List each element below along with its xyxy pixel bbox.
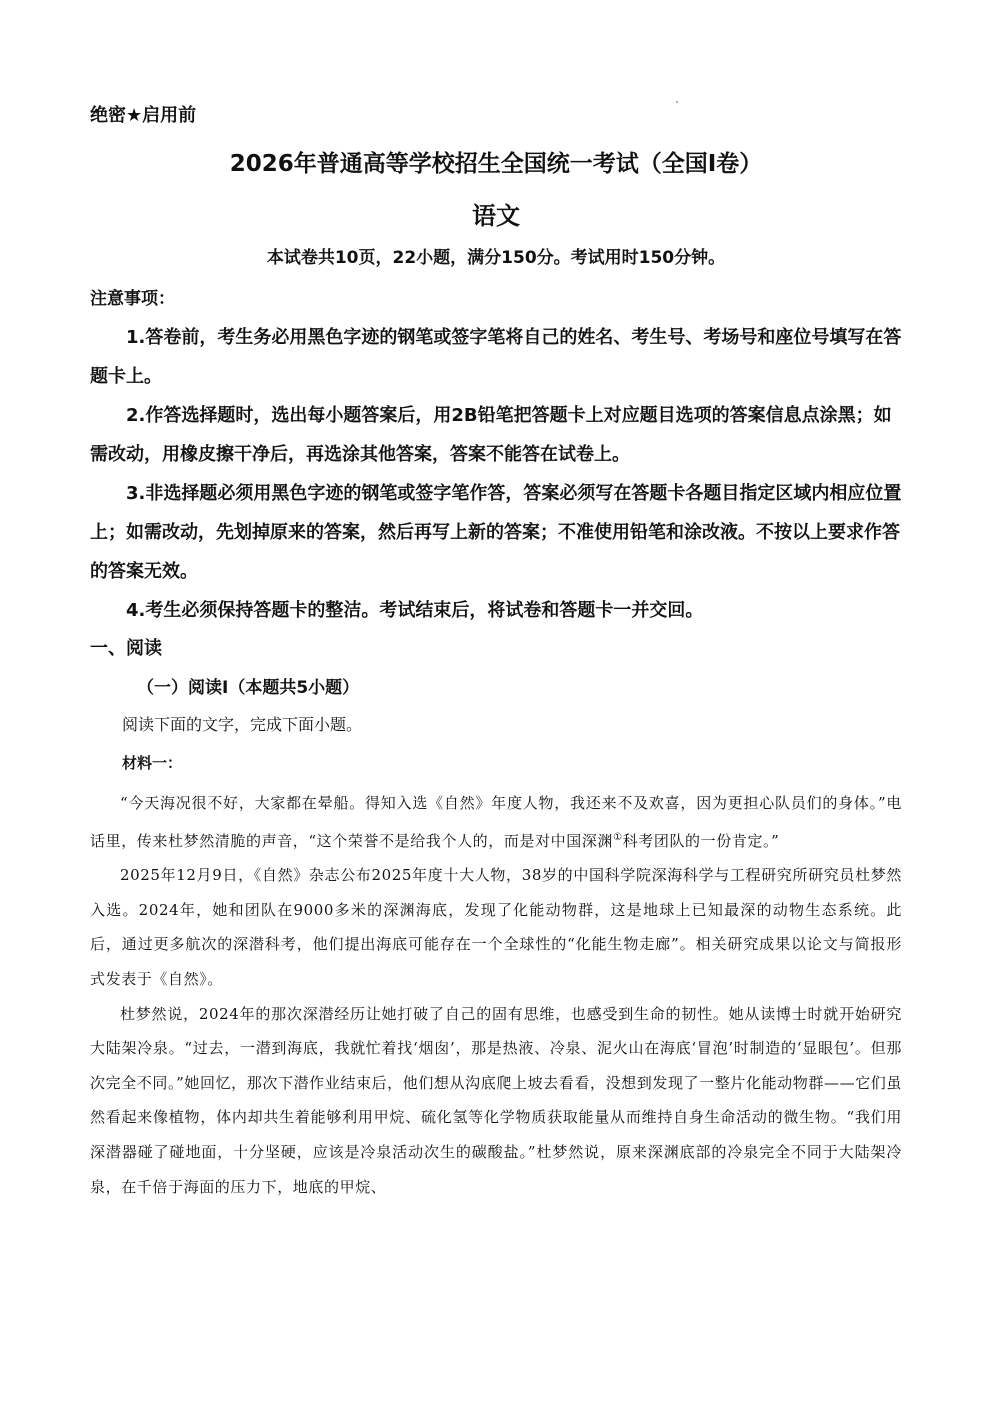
note-item-4: 4.考生必须保持答题卡的整洁。考试结束后，将试卷和答题卡一并交回。 (126, 600, 704, 621)
passage-p1-part1: “今天海况很不好，大家都在晕船。得知入选《自然》年度人物，我还来不及欢喜，因为更担心队员们的身体。”电话里，传来杜梦然清脆的声音，“这个荣誉不是给我个人的，而是对中国深渊 (90, 794, 902, 850)
passage-paragraph-2: 2025年12月9日，《自然》杂志公布2025年度十大人物，38岁的中国科学院深海科学与工程研究所研究员杜梦然入选。2024年，她和团队在9000多米的深渊海底，发现了化能动物群，这是地球上已知最深的动物生态系统。此后，通过更多航次的深潜科考，他们提出海底可能存在一个全球性的“化能生物走廊”。相关研究成果以论文与简报形式发表于《自然》。 (90, 866, 902, 988)
section-title: 一、阅读 (90, 638, 162, 659)
secret-label: 绝密★启用前 (90, 105, 197, 126)
passage (90, 786, 902, 1204)
passage-paragraph-3: 杜梦然说，2024年的那次深潜经历让她打破了自己的固有思维，也感受到生命的韧性。她从读博士时就开始研究大陆架冷泉。“过去，一潜到海底，我就忙着找‘烟囱’，那是热液、冷泉、泥火山在海底‘冒泡’时制造的‘显眼包’。但那次完全不同。”她回忆，那次下潜作业结束后，他们想从沟底爬上坡去看看，没想到发现了一整片化能动物群——它们虽然看起来像植物，体内却共生着能够利用甲烷、硫化氢等化学物质获取能量从而维持自身生命活动的微生物。“我们用深潜器碰了碰地面，十分坚硬，应该是冷泉活动次生的碳酸盐。”杜梦然说，原来深渊底部的冷泉完全不同于大陆架冷泉，在千倍于海面的压力下，地底的甲烷、 (90, 1004, 902, 1196)
passage-paragraph-1 (90, 786, 902, 858)
notes-list (90, 318, 902, 630)
passage-p1-part2: 科考团队的一份肯定。” (622, 831, 780, 850)
material-label: 材料一： (122, 754, 183, 772)
reading-instruction: 阅读下面的文字，完成下面小题。 (122, 715, 363, 734)
scan-speck (676, 101, 678, 103)
note-item-3: 3.非选择题必须用黑色字迹的钢笔或签字笔作答，答案必须写在答题卡各题目指定区域内相应位置上；如需改动，先划掉原来的答案，然后再写上新的答案；不准使用铅笔和涂改液。不按以上要求作答的答案无效。 (90, 483, 902, 582)
note-item-1: 1.答卷前，考生务必用黑色字迹的钢笔或签字笔将自己的姓名、考生号、考场号和座位号填写在答题卡上。 (90, 327, 902, 387)
note-item-2: 2.作答选择题时，选出每小题答案后，用2B铅笔把答题卡上对应题目选项的答案信息点涂黑；如需改动，用橡皮擦干净后，再选涂其他答案，答案不能答在试卷上。 (90, 405, 892, 465)
notes-heading: 注意事项： (90, 289, 175, 309)
subject-title: 语文 (472, 202, 520, 230)
exam-info: 本试卷共10页，22小题，满分150分。考试用时150分钟。 (266, 248, 726, 268)
exam-title: 2026年普通高等学校招生全国统一考试（全国I卷） (229, 151, 763, 177)
section-subtitle: （一）阅读I（本题共5小题） (137, 678, 360, 698)
footnote-mark: ① (613, 831, 623, 843)
